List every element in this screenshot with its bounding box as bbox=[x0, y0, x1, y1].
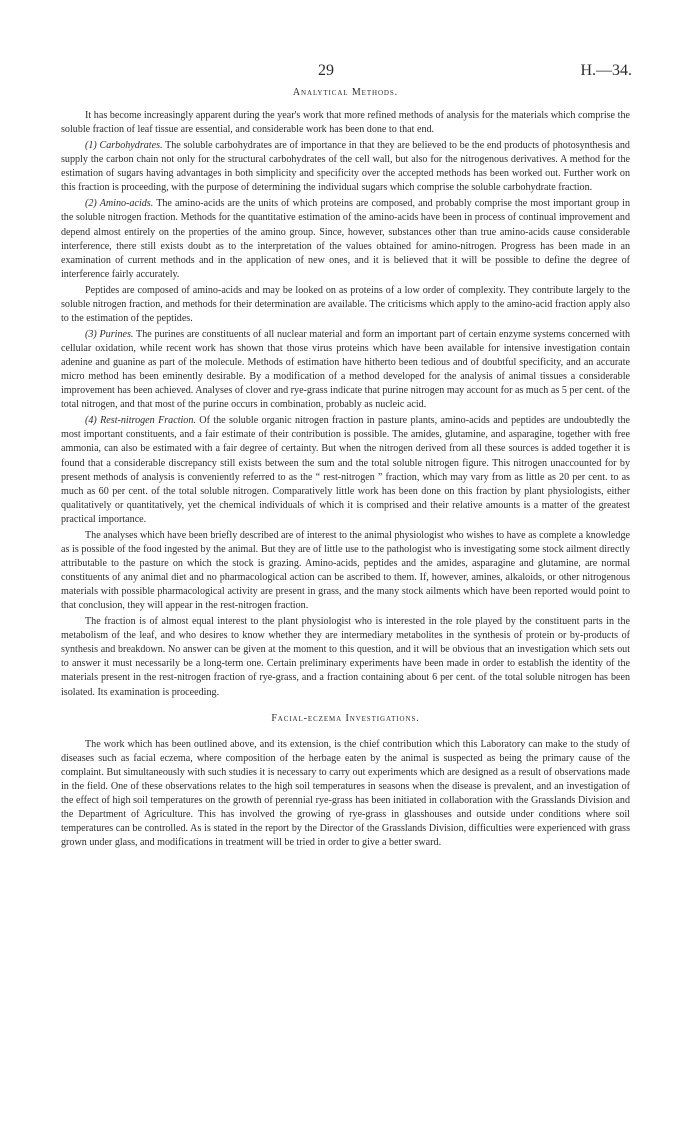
paragraph-rest-nitrogen bbox=[61, 414, 630, 527]
paragraph-label: (3) Purines. bbox=[85, 328, 134, 340]
paragraph-plant-physiologist bbox=[61, 615, 630, 699]
paragraph-text: The analyses which have been briefly described are of interest to the animal physiologist who wishes to have as complete a knowledge as is possible of the food ingested by the animal. But they are of little use to the pathologist who is investigating some stock ailment directly attributable to the pasture on which the stock is grazing. Amino-acids, peptides and the amides, asparagine and glutamine, are normal constituents of any animal diet and no pharmacological action can be ascribed to them. If, however, amines, alkaloids, or other nitrogenous materials with possible pharmacological activity are present in grass, and the many stock ailments which have been reported would point to that conclusion, they will appear in the rest-nitrogen fraction. bbox=[61, 529, 630, 612]
paragraph-amino-acids bbox=[61, 197, 630, 281]
paragraph-text: Of the soluble organic nitrogen fraction in pasture plants, amino-acids and peptides are undoubtedly the most important constituents, and a fair estimate of their contribution is possible. The amides, glutamine, and asparagine, together with free ammonia, can also be estimated with a fair degree of certainty. But when the nitrogen derived from all these sources is added together it is found that a considerable discrepancy still exists between the sum and the total soluble nitrogen figure. This nitrogen unaccounted for by present methods of analysis is conveniently referred to as the “ rest-nitrogen ” fraction, which may vary from as little as 20 per cent. to as much as 60 per cent. of the total soluble nitrogen. Comparatively little work has been done on this fraction by plant physiologists, either qualitatively or quantitatively, yet the chemical individuals of which it is comprised and their relative amounts is a matter of the greatest practical importance. bbox=[61, 415, 630, 525]
paragraph-label: (2) Amino-acids. bbox=[85, 198, 154, 210]
paragraph-text: The work which has been outlined above, and its extension, is the chief contribution which this Laboratory can make to the study of diseases such as facial eczema, where composition of the herbage eaten by the animal is suspected as being the primary cause of the complaint. But simultaneously with such studies it is necessary to carry out experiments which are designed as a result of observations made in the field. One of these observations relates to the high soil temperatures in seasons when the disease is prevalent, and an investigation of the effect of high soil temperatures on the growth of perennial rye-grass has been initiated in collaboration with the Grasslands Division and the Department of Agriculture. This has involved the growing of rye-grass in glasshouses and outside under conditions where soil temperatures can be controlled. As is stated in the report by the Director of the Grasslands Division, difficulties were experienced with grass grown under glass, and modifications in treatment will be tried in order to give a better sward. bbox=[61, 738, 630, 848]
paragraph-label: (1) Carbohydrates. bbox=[85, 140, 163, 152]
document-page bbox=[61, 62, 630, 850]
document-reference: H.—34. bbox=[580, 62, 632, 79]
paragraph-carbohydrates bbox=[61, 139, 630, 195]
page-number: 29 bbox=[318, 62, 334, 79]
paragraph-text: The amino-acids are the units of which proteins are composed, and probably comprise the most important group in the soluble nitrogen fraction. Methods for the quantitative estimation of the amino-acids have been in process of continual improvement and depend almost entirely on the properties of the amino group. Since, however, substances other than true amino-acids cause considerable interference, there still exists doubt as to the interpretation of the values obtained for amino-nitrogen. Progress has been made in an examination of current methods and in the application of new ones, and it is believed that it will be possible to define the degree of interference fairly accurately. bbox=[61, 198, 631, 280]
paragraph bbox=[61, 109, 630, 137]
paragraph-text: It has become increasingly apparent during the year's work that more refined methods of analysis for the materials which comprise the soluble fraction of leaf tissue are essential, and considerable work has been done to that end. bbox=[61, 110, 630, 136]
section-facial-eczema bbox=[61, 712, 630, 851]
paragraph-label: (4) Rest-nitrogen Fraction. bbox=[85, 415, 196, 427]
section-heading: Facial-eczema Investigations. bbox=[271, 712, 420, 724]
paragraph-text: The fraction is of almost equal interest to the plant physiologist who is interested in the role played by the constituent parts in the metabolism of the leaf, and who desires to know whether they are intermediary metabolites in the synthesis of protein or by-products of synthesis and breakdown. No answer can be given at the moment to this question, and it will be obvious that an investigation which sets out to answer it must necessarily be a long-term one. Certain preliminary experiments have been made in order to establish the identity of the materials present in the rest-nitrogen fraction of rye-grass, and a fraction containing about 6 per cent. of the total soluble nitrogen has been isolated. Its examination is proceeding. bbox=[61, 616, 630, 698]
paragraph-purines bbox=[61, 328, 630, 412]
paragraph-text: Peptides are composed of amino-acids and may be looked on as proteins of a low order of complexity. They contribute largely to the soluble nitrogen fraction, and methods for their determination are available. The criticisms which apply to the amino-acid fraction apply also to the estimation of the peptides. bbox=[61, 284, 630, 324]
section-analytical-methods bbox=[61, 86, 630, 700]
paragraph-text: The soluble carbohydrates are of importance in that they are believed to be the end products of photosynthesis and supply the carbon chain not only for the structural carbohydrates of the cell wall, but also for the nitrogenous derivatives. A method for the estimation of sugars having advantages in both simplicity and specificity over the accepted methods has been worked out. Further work on this fraction is proceeding, with the purpose of determining the individual sugars which comprise the soluble carbohydrate fraction. bbox=[61, 140, 630, 194]
section-heading: Analytical Methods. bbox=[292, 87, 399, 98]
paragraph-text: The purines are constituents of all nuclear material and form an important part of certain enzyme systems concerned with cellular oxidation, while recent work has shown that those virus proteins which have been available for intensive investigation contain adenine and guanine as part of the molecule. Methods of estimation have hitherto been tedious and of doubtful specificity, and an accurate micro method has been eminently desirable. By a modification of a method developed for the analysis of animal tissues a considerable improvement has been achieved. Analyses of clover and rye-grass indicate that purine nitrogen may account for as much as 5 per cent. of the total nitrogen, and that most of the purine occurs in combination, probably as nucleic acid. bbox=[61, 328, 631, 411]
paragraph-animal-physiologist bbox=[61, 529, 630, 613]
page-header bbox=[61, 62, 630, 86]
paragraph-peptides bbox=[61, 284, 630, 326]
paragraph-facial-eczema bbox=[61, 738, 630, 851]
